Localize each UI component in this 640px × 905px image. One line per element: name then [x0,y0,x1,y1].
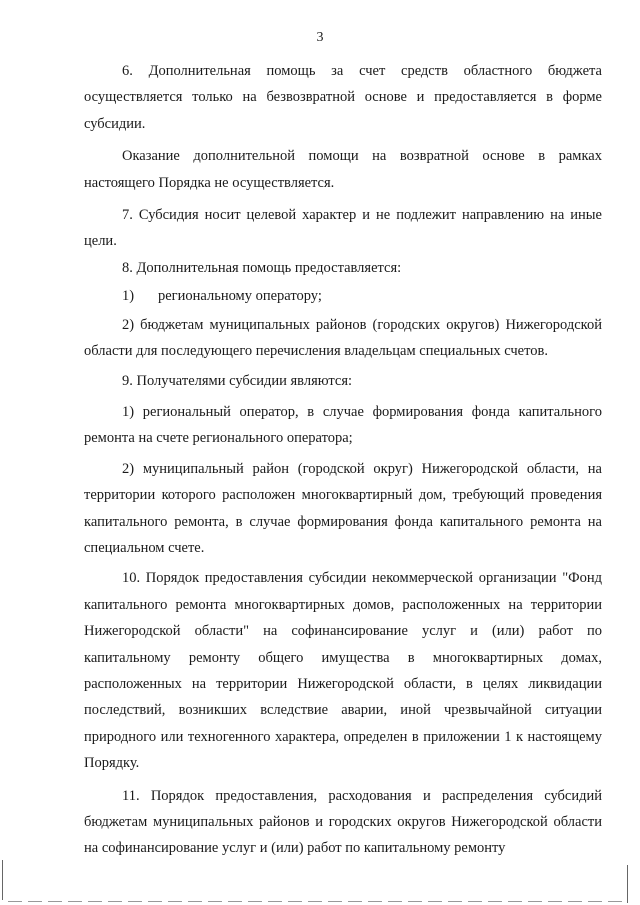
list-text: региональному оператору; [158,288,322,305]
list-number: 1) [122,288,135,305]
list-item-9-2: 2) муниципальный район (городской округ) Нижегородской области, на территории которого расположен многоквартирный дом, требующий проведения капитального ремонта, в случае формирования фонда капитального ремонта на специальном счете. [84,460,602,556]
paragraph-8: 8. Дополнительная помощь предоставляется: [122,259,402,276]
paragraph-6: 6. Дополнительная помощь за счет средств областного бюджета осуществляется только на безвозвратной основе и предоставляется в форме субсидии. [84,63,602,132]
paragraph-11: 11. Порядок предоставления, расходования и распределения субсидий бюджетам муниципальных районов и городских округов Нижегородской области на софинансирование услуг и (или) работ по капитальному ремонту [84,787,602,857]
paragraph-9: 9. Получателями субсидии являются: [122,373,353,390]
document-body [84,58,602,862]
scan-edge-left [2,860,3,900]
list-item-8-2: 2) бюджетам муниципальных районов (городских округов) Нижегородской области для последующего перечисления владельцам специальных счетов. [84,316,602,360]
list-item-8-1 [84,283,602,309]
page-number: 3 [316,30,324,45]
paragraph-6b: Оказание дополнительной помощи на возвратной основе в рамках настоящего Порядка не осуществляется. [84,148,602,191]
paragraph-7: 7. Субсидия носит целевой характер и не подлежит направлению на иные цели. [84,207,602,250]
scan-edge-bottom [8,901,628,902]
list-item-9-1: 1) региональный оператор, в случае формирования фонда капитального ремонта на счете регионального оператора; [84,403,602,447]
scan-edge-right [627,865,628,903]
paragraph-10: 10. Порядок предоставления субсидии некоммерческой организации "Фонд капитального ремонта многоквартирных домов, расположенных на территории Нижегородской области" на софинансирование услуг и (или) работ по капитальному ремонту общего имущества в многоквартирных домах, расположенных на территории Нижегородской области, в целях ликвидации последствий, возникших вследствие аварии, иной чрезвычайной ситуации природного или техногенного характера, определен в приложении 1 к настоящему Порядку. [84,570,602,772]
